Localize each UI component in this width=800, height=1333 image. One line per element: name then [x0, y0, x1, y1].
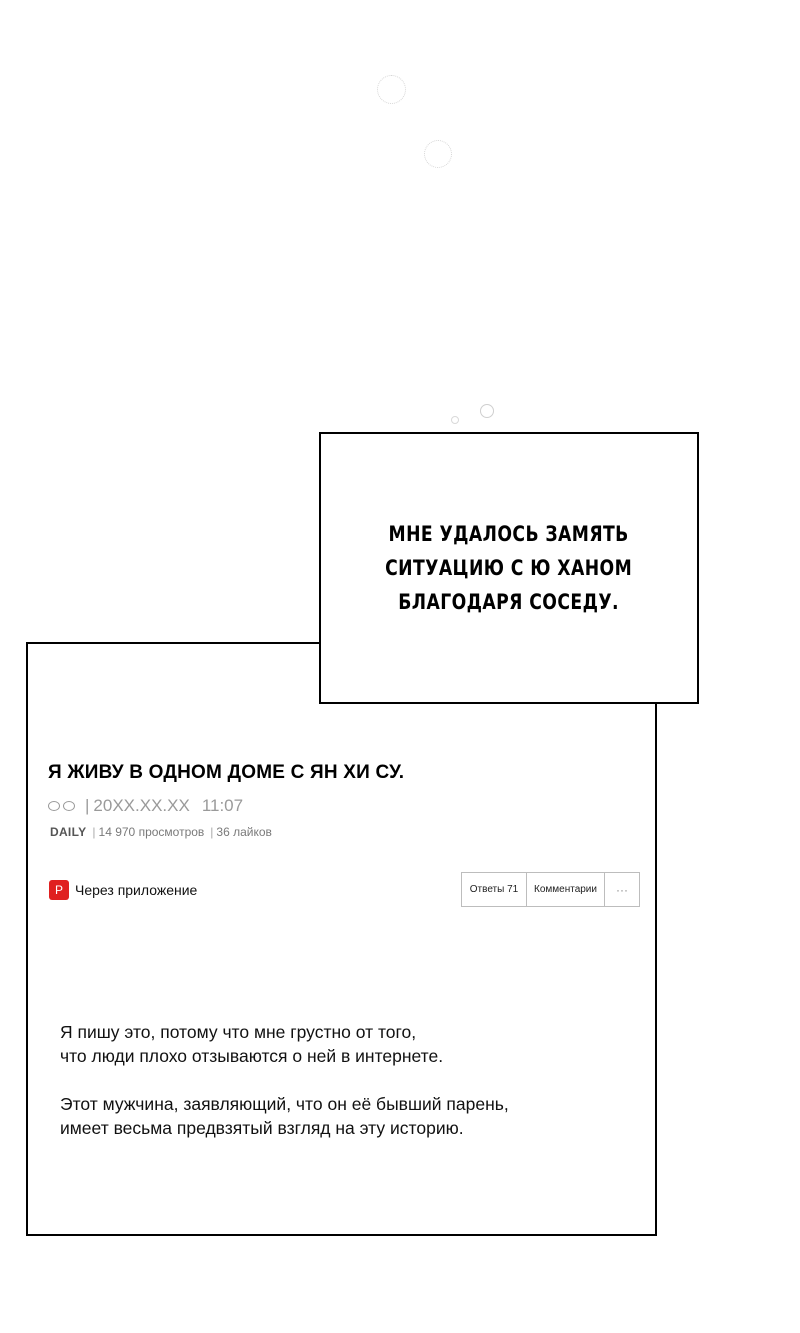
more-options-button[interactable]: ···: [605, 873, 639, 906]
post-time: 11:07: [201, 796, 244, 815]
thought-bubble: [424, 140, 452, 168]
view-count: 14 970 просмотров: [98, 825, 205, 839]
thought-bubble: [451, 416, 459, 424]
app-logo-icon: P: [49, 880, 69, 900]
replies-button[interactable]: Ответы 71: [462, 873, 527, 906]
thought-bubble: [377, 75, 406, 104]
meta-separator: |: [85, 796, 90, 815]
post-category[interactable]: DAILY: [50, 825, 87, 839]
narration-text: МНЕ УДАЛОСЬ ЗАМЯТЬ СИТУАЦИЮ С Ю ХАНОМ БЛАГОДАРЯ СОСЕДУ.: [385, 522, 633, 614]
post-date: 20XX.XX.XX: [93, 796, 190, 815]
blog-post-card: [26, 642, 657, 1236]
thought-bubble: [480, 404, 494, 418]
posted-via-label: Через приложение: [75, 882, 198, 898]
comments-button[interactable]: Комментарии: [527, 873, 605, 906]
frame-tick: [26, 960, 28, 974]
post-stats: [50, 825, 272, 839]
post-paragraph: Я пишу это, потому что мне грустно от того, что люди плохо отзываются о ней в интернете.: [60, 1022, 444, 1066]
stats-divider: |: [92, 825, 96, 839]
stats-divider: |: [210, 825, 214, 839]
post-body: [60, 1020, 640, 1164]
post-actions: [461, 872, 640, 907]
like-count: 36 лайков: [216, 825, 272, 839]
frame-tick: [655, 960, 657, 974]
posted-via: [49, 880, 197, 900]
narration-box: [319, 432, 699, 704]
post-title[interactable]: Я ЖИВУ В ОДНОМ ДОМЕ С ЯН ХИ СУ.: [48, 762, 405, 783]
post-paragraph: Этот мужчина, заявляющий, что он её бывший парень, имеет весьма предвзятый взгляд на эту историю.: [60, 1094, 509, 1138]
author-avatar-icon[interactable]: [48, 801, 75, 811]
post-meta: [48, 796, 243, 816]
